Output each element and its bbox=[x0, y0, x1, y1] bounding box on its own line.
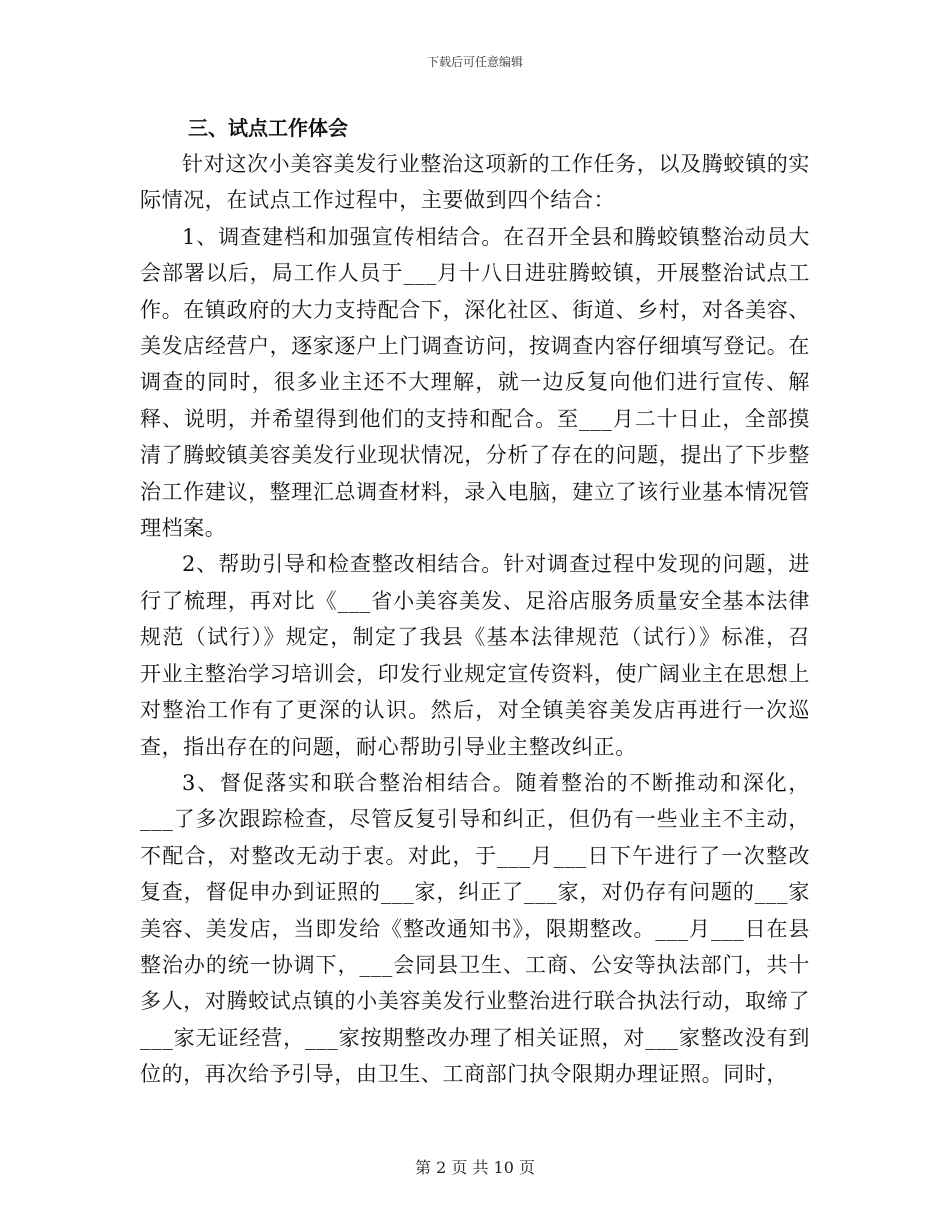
paragraph-intro: 针对这次小美容美发行业整治这项新的工作任务，以及腾蛟镇的实际情况，在试点工作过程中，主要做到四个结合： bbox=[140, 152, 810, 213]
paragraph-point-2: 2、帮助引导和检查整改相结合。针对调查过程中发现的问题，进行了梳理，再对比《___省小美容美发、足浴店服务质量安全基本法律规范（试行）》规定，制定了我县《基本法律规范（试行）》标准，召开业主整治学习培训会，印发行业规定宣传资料，使广阔业主在思想上对整治工作有了更深的认识。然后，对全镇美容美发店再进行一次巡查，指出存在的问题，耐心帮助引导业主整改纠正。 bbox=[140, 552, 810, 759]
paragraph-point-1: 1、调查建档和加强宣传相结合。在召开全县和腾蛟镇整治动员大会部署以后，局工作人员于___月十八日进驻腾蛟镇，开展整治试点工作。在镇政府的大力支持配合下，深化社区、街道、乡村，对各美容、美发店经营户，逐家逐户上门调查访问，按调查内容仔细填写登记。在调查的同时，很多业主还不大理解，就一边反复向他们进行宣传、解释、说明，并希望得到他们的支持和配合。至___月二十日止，全部摸清了腾蛟镇美容美发行业现状情况，分析了存在的问题，提出了下步整治工作建议，整理汇总调查材料，录入电脑，建立了该行业基本情况管理档案。 bbox=[140, 224, 810, 541]
page-number: 第 2 页 共 10 页 bbox=[415, 1158, 535, 1177]
section-heading: 三、试点工作体会 bbox=[188, 116, 348, 140]
header-note: 下载后可任意编辑 bbox=[426, 55, 523, 69]
document-body bbox=[140, 110, 810, 1093]
paragraph-point-3: 3、督促落实和联合整治相结合。随着整治的不断推动和深化，___了多次跟踪检查，尽管反复引导和纠正，但仍有一些业主不主动，不配合，对整改无动于衷。对此，于___月___日下午进行了一次整改复查，督促申办到证照的___家，纠正了___家，对仍存有问题的___家美容、美发店，当即发给《整改通知书》，限期整改。___月___日在县整治办的统一协调下，___会同县卫生、工商、公安等执法部门，共十多人，对腾蛟试点镇的小美容美发行业整治进行联合执法行动，取缔了___家无证经营，___家按期整改办理了相关证照，对___家整改没有到位的，再次给予引导，由卫生、工商部门执令限期办理证照。同时， bbox=[140, 770, 810, 1087]
